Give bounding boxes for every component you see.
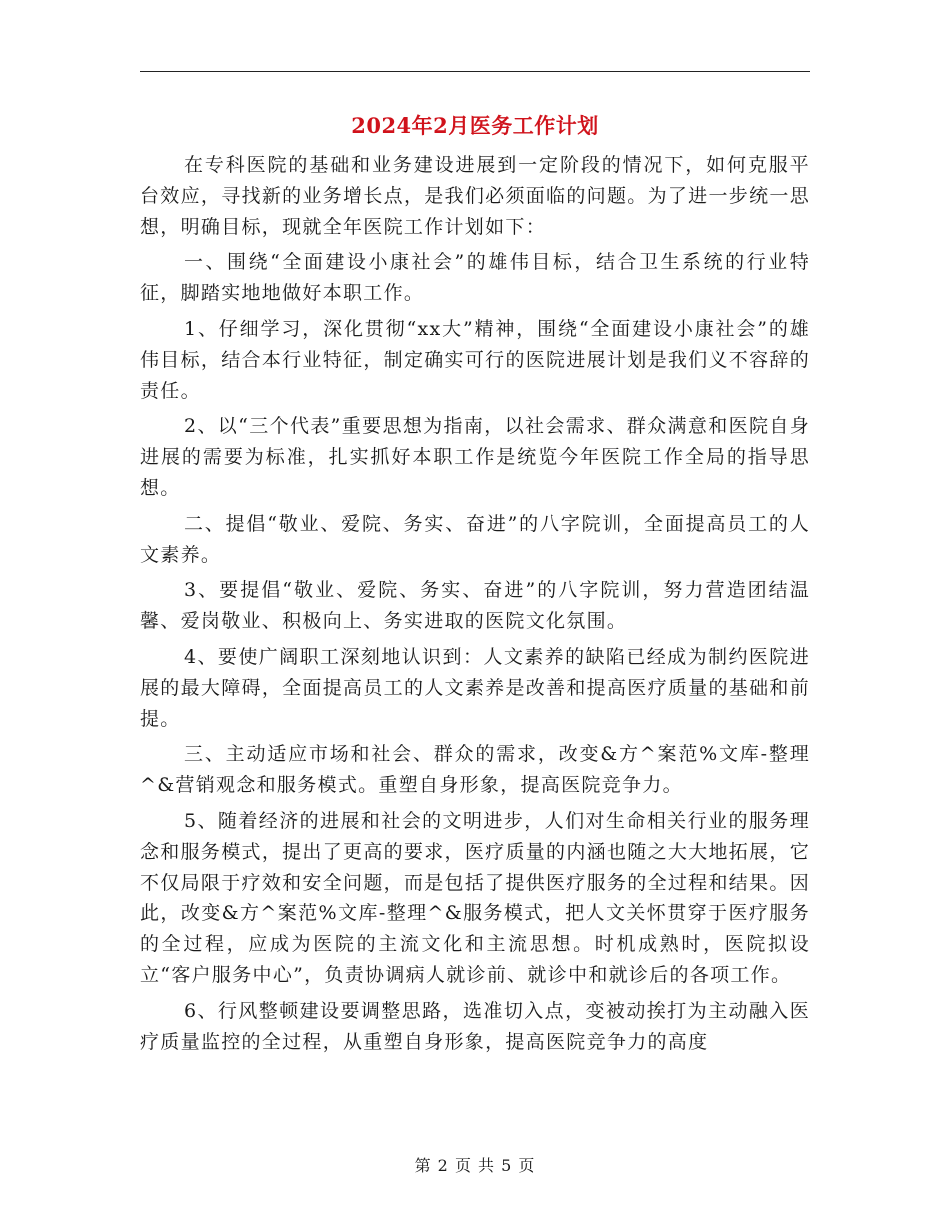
document-title: 2024年2月医务工作计划: [351, 113, 599, 138]
paragraph: 在专科医院的基础和业务建设进展到一定阶段的情况下，如何克服平台效应，寻找新的业务增长点，是我们必须面临的问题。为了进一步统一思想，明确目标，现就全年医院工作计划如下：: [140, 154, 810, 238]
paragraph: 2、以“三个代表”重要思想为指南，以社会需求、群众满意和医院自身进展的需要为标准，扎实抓好本职工作是统览今年医院工作全局的指导思想。: [140, 415, 810, 499]
paragraph: 二、提倡“敬业、爱院、务实、奋进”的八字院训，全面提高员工的人文素养。: [140, 512, 810, 566]
paragraph: 5、随着经济的进展和社会的文明进步，人们对生命相关行业的服务理念和服务模式，提出了更高的要求，医疗质量的内涵也随之大大地拓展，它不仅局限于疗效和安全问题，而是包括了提供医疗服务的全过程和结果。因此，改变&方^案范%文库-整理^&服务模式，把人文关怀贯穿于医疗服务的全过程，应成为医院的主流文化和主流思想。时机成熟时，医院拟设立“客户服务中心”，负责协调病人就诊前、就诊中和就诊后的各项工作。: [140, 809, 810, 986]
paragraph: 一、围绕“全面建设小康社会”的雄伟目标，结合卫生系统的行业特征，脚踏实地地做好本职工作。: [140, 251, 810, 305]
paragraph: 三、主动适应市场和社会、群众的需求，改变&方^案范%文库-整理^&营销观念和服务模式。重塑自身形象，提高医院竞争力。: [140, 743, 810, 797]
paragraph: 3、要提倡“敬业、爱院、务实、奋进”的八字院训，努力营造团结温馨、爱岗敬业、积极向上、务实进取的医院文化氛围。: [140, 579, 810, 633]
paragraph: 1、仔细学习，深化贯彻“xx大”精神，围绕“全面建设小康社会”的雄伟目标，结合本行业特征，制定确实可行的医院进展计划是我们义不容辞的责任。: [140, 317, 810, 402]
paragraph: 6、行风整顿建设要调整思路，选准切入点，变被动挨打为主动融入医疗质量监控的全过程，从重塑自身形象，提高医院竞争力的高度: [140, 999, 810, 1053]
page-number: 第 2 页 共 5 页: [414, 1156, 536, 1175]
page-footer: [140, 1153, 810, 1176]
document-body: [140, 150, 810, 1062]
paragraph: 4、要使广阔职工深刻地认识到：人文素养的缺陷已经成为制约医院进展的最大障碍，全面提高员工的人文素养是改善和提高医疗质量的基础和前提。: [140, 645, 810, 730]
header-rule: [140, 71, 810, 72]
